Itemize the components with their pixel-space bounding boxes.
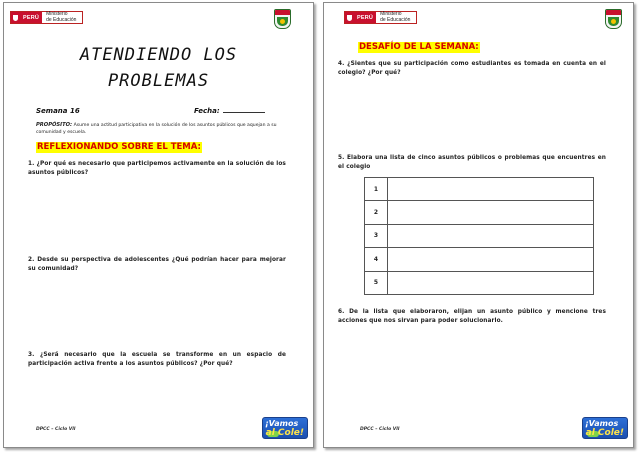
row-number: 4 bbox=[365, 248, 388, 271]
section-heading-reflection: REFLEXIONANDO SOBRE EL TEMA: bbox=[37, 142, 201, 152]
table-row bbox=[365, 271, 594, 294]
answer-cell[interactable] bbox=[388, 248, 594, 271]
peru-label: PERÚ bbox=[20, 12, 42, 23]
section-heading-challenge: DESAFÍO DE LA SEMANA: bbox=[359, 42, 479, 52]
question-2: 2. Desde su perspectiva de adolescentes ¿Qué podrían hacer para mejorar su comunidad? bbox=[28, 257, 286, 272]
row-number: 2 bbox=[365, 201, 388, 224]
purpose-text: Asume una actitud participativa en la solución de los asuntos públicos que aquejan a su comunidad y escuela. bbox=[36, 123, 277, 135]
question-1: 1. ¿Por qué es necesario que participemos activamente en la solución de los asuntos públicos? bbox=[28, 161, 286, 176]
answer-cell[interactable] bbox=[388, 224, 594, 247]
school-crest-icon bbox=[605, 9, 622, 29]
question-3: 3. ¿Será necesario que la escuela se transforme en un espacio de participación activa frente a los asuntos públicos? ¿Por qué? bbox=[28, 352, 286, 367]
question-4: 4. ¿Sientes que su participación como estudiantes es tomada en cuenta en el colegio? ¿Por qué? bbox=[338, 61, 606, 76]
date-field[interactable] bbox=[194, 107, 265, 115]
table-row bbox=[365, 248, 594, 271]
week-label: Semana 16 bbox=[36, 107, 80, 115]
row-number: 5 bbox=[365, 271, 388, 294]
page-title-line1: ATENDIENDO LOS bbox=[79, 45, 238, 65]
table-row bbox=[365, 201, 594, 224]
row-number: 1 bbox=[365, 178, 388, 201]
footer-course: DPCC – Ciclo VII bbox=[360, 427, 400, 432]
question-5: 5. Elabora una lista de cinco asuntos públicos o problemas que encuentres en el colegio bbox=[338, 155, 606, 170]
peru-shield-icon bbox=[11, 12, 20, 23]
school-crest-icon bbox=[274, 9, 291, 29]
vamos-al-cole-logo: ¡Vamos al Cole! bbox=[582, 417, 628, 439]
table-row bbox=[365, 224, 594, 247]
row-number: 3 bbox=[365, 224, 388, 247]
worksheet-page-right bbox=[323, 2, 634, 448]
table-row bbox=[365, 178, 594, 201]
purpose-label: PROPÓSITO: bbox=[36, 122, 73, 128]
ministry-label: Ministerio de Educación bbox=[376, 12, 416, 23]
peru-label: PERÚ bbox=[354, 12, 376, 23]
peru-shield-icon bbox=[345, 12, 354, 23]
footer-course: DPCC – Ciclo VII bbox=[36, 427, 76, 432]
ministry-label: Ministerio de Educación bbox=[42, 12, 82, 23]
minedu-logo bbox=[344, 11, 417, 24]
purpose-block bbox=[36, 122, 286, 136]
public-issues-table bbox=[364, 177, 594, 295]
date-blank-line bbox=[223, 107, 265, 113]
worksheet-page-left bbox=[3, 2, 314, 448]
answer-cell[interactable] bbox=[388, 201, 594, 224]
answer-cell[interactable] bbox=[388, 271, 594, 294]
minedu-logo bbox=[10, 11, 83, 24]
vamos-al-cole-logo: ¡Vamos al Cole! bbox=[262, 417, 308, 439]
question-6: 6. De la lista que elaboraron, elijan un asunto público y mencione tres acciones que nos sirvan para poder solucionarlo. bbox=[338, 309, 606, 324]
date-label: Fecha: bbox=[194, 107, 220, 115]
answer-cell[interactable] bbox=[388, 178, 594, 201]
page-title-line2: PROBLEMAS bbox=[107, 71, 210, 91]
